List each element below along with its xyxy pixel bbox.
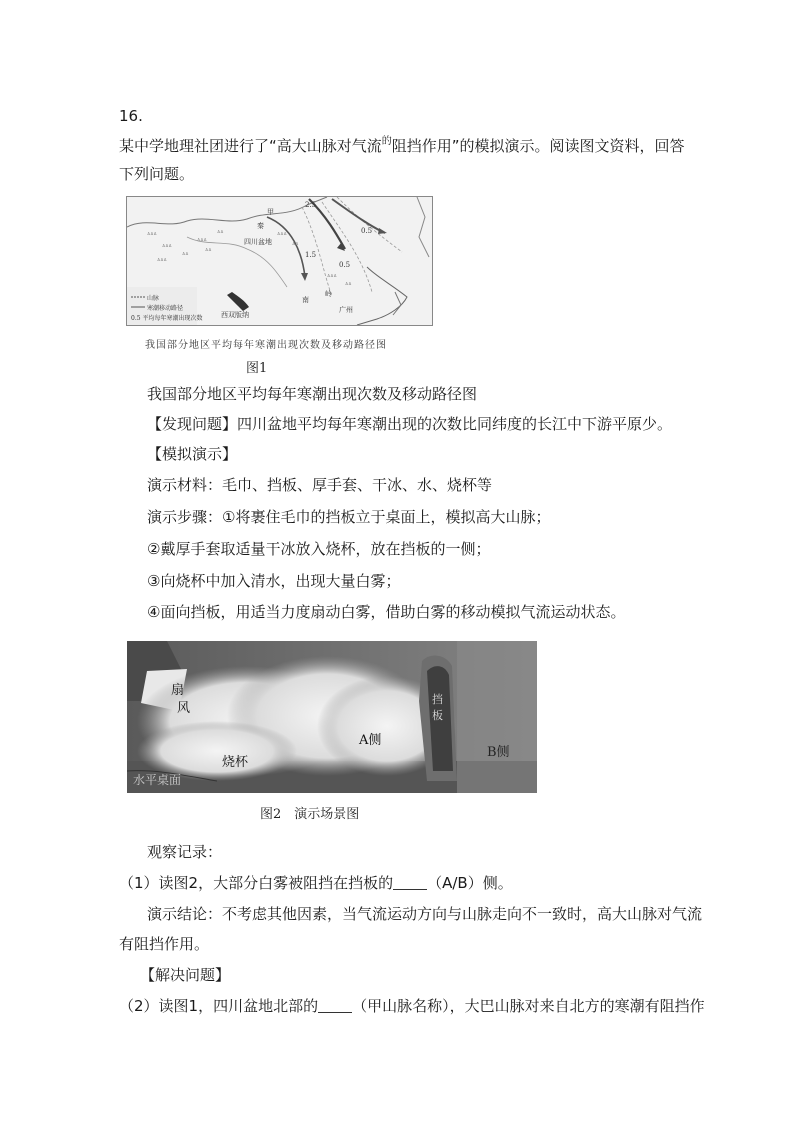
- materials: 演示材料：毛巾、挡板、厚手套、干冰、水、烧杯等: [147, 476, 493, 494]
- label-shan: 扇: [171, 683, 185, 698]
- label-a-side: A侧: [359, 733, 382, 748]
- q2-text-b: （甲山脉名称），大巴山脉对来自北方的寒潮有阻挡作: [352, 997, 705, 1015]
- discover-problem: 【发现问题】四川盆地平均每年寒潮出现的次数比同纬度的长江中下游平原少。: [147, 415, 673, 433]
- intro-superscript: 的: [381, 136, 392, 147]
- label-b-side: B侧: [487, 745, 510, 760]
- step-1: 演示步骤：①将裹住毛巾的挡板立于桌面上，模拟高大山脉；: [147, 508, 551, 526]
- solve-heading: 【解决问题】: [140, 966, 231, 984]
- svg-text:ᐞᐞᐞ: ᐞᐞᐞ: [197, 238, 207, 245]
- q2-answer-blank[interactable]: [318, 998, 352, 1013]
- photo-drawing: [127, 641, 537, 793]
- map-contour-25: 2.5: [305, 201, 317, 209]
- figure2-caption: 图2 演示场景图: [260, 807, 360, 822]
- question-2: [119, 996, 705, 1016]
- figure2-photo: [127, 641, 537, 793]
- step-3: ③向烧杯中加入清水，出现大量白雾；: [147, 572, 401, 590]
- intro-text-a: 某中学地理社团进行了“高大山脉对气流: [119, 137, 382, 155]
- svg-text:ᐞᐞ: ᐞᐞ: [217, 230, 224, 237]
- label-shaobei: 烧杯: [222, 755, 249, 770]
- legend-count: 0.5 平均每年寒潮出现次数: [131, 315, 203, 322]
- svg-text:ᐞᐞ: ᐞᐞ: [292, 242, 299, 249]
- svg-text:ᐞᐞ: ᐞᐞ: [345, 282, 352, 289]
- legend-mountain: 山脉: [147, 295, 160, 302]
- map-label-jia: 甲: [267, 208, 274, 216]
- q2-text-a: （2）读图1，四川盆地北部的: [119, 997, 319, 1015]
- legend-path: 寒潮移动路径: [147, 305, 184, 312]
- figure1-label: 图1: [246, 361, 268, 376]
- question-number: 16.: [119, 107, 143, 125]
- svg-text:ᐞᐞᐞ: ᐞᐞᐞ: [157, 258, 167, 265]
- map-label-qin: 秦: [257, 222, 264, 230]
- simulate-heading: 【模拟演示】: [147, 445, 238, 463]
- figure1-inner-caption: 我国部分地区平均每年寒潮出现次数及移动路径图: [145, 340, 387, 351]
- conclusion-line-2: 有阻挡作用。: [119, 935, 210, 953]
- map-contour-05a: 0.5: [339, 261, 351, 269]
- conclusion-line-1: 演示结论：不考虑其他因素，当气流运动方向与山脉走向不一致时，高大山脉对气流: [147, 905, 703, 923]
- q1-text-b: （A/B）侧。: [427, 874, 513, 892]
- svg-text:ᐞᐞ: ᐞᐞ: [205, 248, 212, 255]
- svg-text:ᐞᐞᐞ: ᐞᐞᐞ: [162, 244, 172, 251]
- question-1: [119, 873, 513, 893]
- map-label-nan: 南: [302, 296, 309, 304]
- step-4: ④面向挡板，用适当力度扇动白雾，借助白雾的移动模拟气流运动状态。: [147, 603, 626, 621]
- map-contour-05b: 0.5: [361, 227, 373, 235]
- label-feng: 风: [177, 701, 191, 716]
- label-table: 水平桌面: [133, 773, 182, 787]
- intro-text-b: 阻挡作用”的模拟演示。阅读图文资料，回答: [391, 137, 685, 155]
- step-2: ②戴厚手套取适量干冰放入烧杯，放在挡板的一侧；: [147, 540, 491, 558]
- label-dang: 挡: [432, 693, 443, 706]
- map-label-ling: 岭: [325, 290, 332, 298]
- map-label-sichuan: 四川盆地: [244, 238, 272, 246]
- intro-line-1: [119, 136, 685, 159]
- svg-text:ᐞᐞᐞ: ᐞᐞᐞ: [277, 232, 287, 239]
- intro-line-2: 下列问题。: [119, 165, 195, 183]
- q1-answer-blank[interactable]: [393, 875, 427, 890]
- figure1-caption: 我国部分地区平均每年寒潮出现次数及移动路径图: [147, 385, 478, 403]
- map-label-xishuangbanna: 西双版纳: [221, 311, 249, 319]
- map-contour-15: 1.5: [305, 251, 317, 259]
- svg-text:ᐞᐞᐞ: ᐞᐞᐞ: [327, 274, 337, 281]
- figure1-map: [126, 196, 433, 326]
- q1-text-a: （1）读图2，大部分白雾被阻挡在挡板的: [119, 874, 394, 892]
- label-ban: 板: [432, 709, 443, 722]
- map-label-guangzhou: 广州: [339, 306, 353, 314]
- svg-text:ᐞᐞᐞ: ᐞᐞᐞ: [147, 232, 157, 239]
- svg-text:ᐞᐞ: ᐞᐞ: [182, 252, 189, 259]
- observe-heading: 观察记录：: [147, 843, 223, 861]
